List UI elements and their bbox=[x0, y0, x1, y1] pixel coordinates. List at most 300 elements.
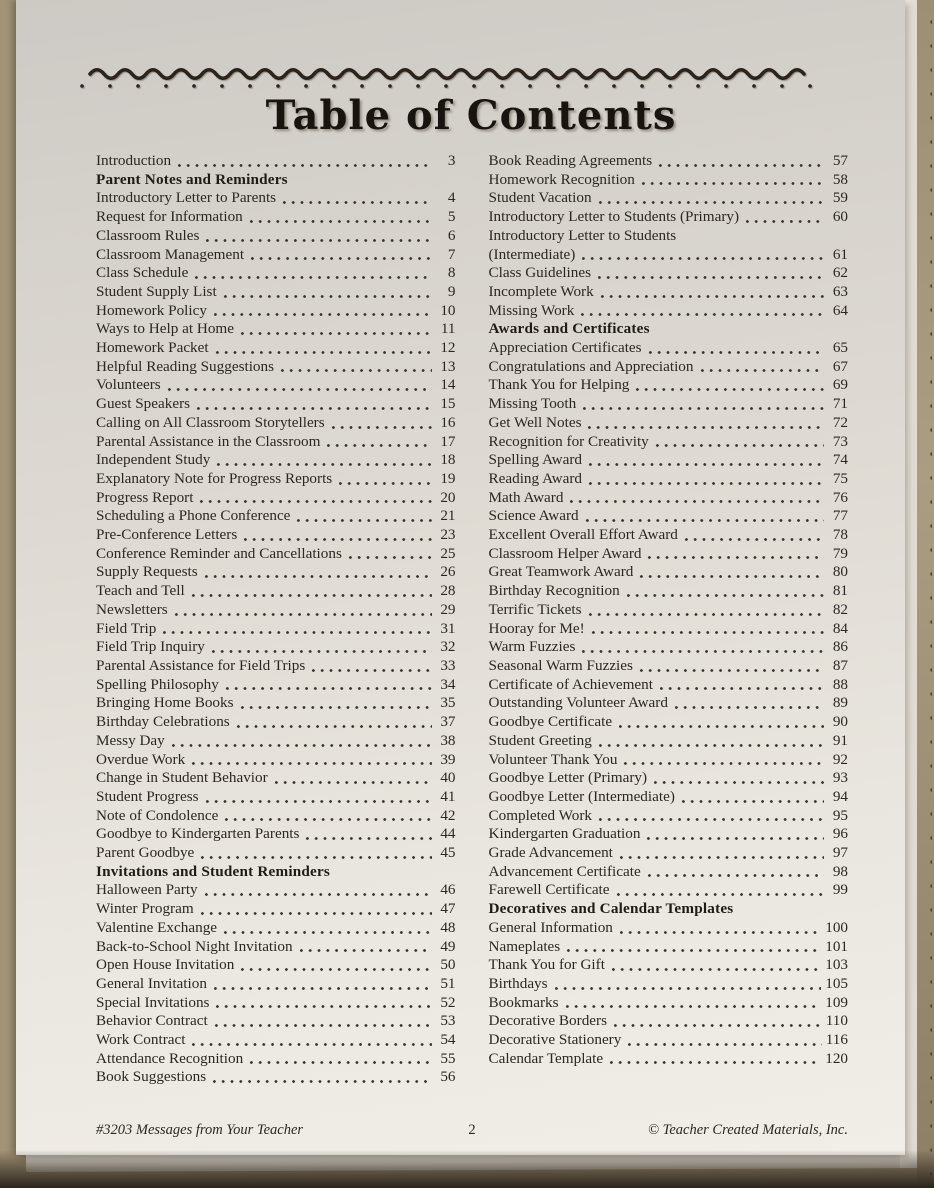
page-footer bbox=[96, 1122, 848, 1139]
toc-entry-page-number: 33 bbox=[440, 656, 456, 674]
dot-leader bbox=[678, 788, 824, 807]
toc-entry bbox=[489, 283, 849, 302]
toc-entry-label: Messy Day bbox=[96, 731, 165, 749]
toc-entry bbox=[489, 227, 849, 246]
toc-entry-page-number: 20 bbox=[440, 488, 456, 506]
dot-leader bbox=[328, 414, 432, 433]
toc-entry-page-number: 9 bbox=[447, 282, 456, 300]
toc-entry-page-number: 7 bbox=[447, 245, 456, 263]
toc-entry bbox=[489, 863, 849, 882]
dot-leader bbox=[578, 246, 824, 265]
toc-entry-label: Homework Policy bbox=[96, 301, 207, 319]
dot-leader bbox=[588, 620, 824, 639]
toc-entry bbox=[489, 189, 849, 208]
toc-entry-page-number: 92 bbox=[832, 750, 848, 768]
dot-leader bbox=[222, 676, 432, 695]
toc-entry-page-number: 94 bbox=[832, 787, 848, 805]
toc-entry bbox=[96, 545, 456, 564]
toc-entry-page-number: 31 bbox=[440, 619, 456, 637]
dot-leader bbox=[620, 751, 824, 770]
toc-entry-label: Math Award bbox=[488, 488, 564, 506]
toc-entry bbox=[489, 657, 849, 676]
toc-entry-page-number: 109 bbox=[825, 993, 848, 1011]
toc-entry-label: Explanatory Note for Progress Reports bbox=[96, 469, 333, 487]
toc-entry-label: Classroom Helper Award bbox=[488, 544, 642, 562]
dot-leader bbox=[246, 208, 432, 227]
toc-entry-label: Book Reading Agreements bbox=[488, 152, 653, 169]
toc-entry-page-number: 53 bbox=[440, 1012, 456, 1030]
toc-entry bbox=[489, 919, 849, 938]
toc-entry bbox=[96, 994, 456, 1013]
toc-entry-label: Thank You for Gift bbox=[488, 956, 605, 974]
toc-entry-label: Special Invitations bbox=[96, 993, 210, 1011]
dot-leader bbox=[632, 376, 824, 395]
footer-page-number: 2 bbox=[468, 1122, 476, 1138]
toc-entry-label: Request for Information bbox=[96, 208, 243, 226]
toc-entry-label: Recognition for Creativity bbox=[488, 432, 649, 450]
dot-leader bbox=[237, 956, 431, 975]
dot-leader bbox=[578, 638, 824, 657]
dot-leader bbox=[579, 395, 824, 414]
toc-entry-page-number: 37 bbox=[440, 713, 456, 731]
toc-entry-page-number: 91 bbox=[832, 731, 848, 749]
toc-entry bbox=[96, 264, 456, 283]
dot-leader bbox=[652, 433, 824, 452]
toc-entry-page-number: 73 bbox=[832, 432, 848, 450]
toc-entry bbox=[96, 470, 456, 489]
dot-leader bbox=[202, 788, 432, 807]
toc-entry-page-number: 63 bbox=[832, 282, 848, 300]
toc-entry bbox=[96, 451, 456, 470]
toc-entry bbox=[489, 638, 849, 657]
toc-entry-page-number: 110 bbox=[825, 1012, 848, 1030]
toc-entry bbox=[96, 246, 456, 265]
dot-leader bbox=[585, 451, 824, 470]
toc-entry bbox=[489, 208, 849, 227]
toc-entry bbox=[489, 152, 849, 171]
toc-entry bbox=[489, 751, 849, 770]
dot-leader bbox=[681, 526, 824, 545]
dot-leader bbox=[638, 171, 824, 190]
dot-leader bbox=[595, 732, 824, 751]
toc-entry bbox=[96, 900, 456, 919]
toc-entry bbox=[489, 788, 849, 807]
toc-entry-label: Nameplates bbox=[488, 937, 561, 955]
toc-entry-page-number: 60 bbox=[832, 208, 848, 226]
toc-entry-label: Field Trip bbox=[96, 619, 157, 637]
toc-entry-page-number: 57 bbox=[832, 152, 848, 169]
dot-leader bbox=[323, 433, 431, 452]
toc-entry bbox=[96, 788, 456, 807]
toc-entry bbox=[489, 807, 849, 826]
toc-entry bbox=[489, 582, 849, 601]
toc-entry-page-number: 86 bbox=[832, 638, 848, 656]
toc-entry-label: Calendar Template bbox=[488, 1049, 604, 1067]
toc-entry-page-number: 90 bbox=[832, 713, 848, 731]
toc-entry bbox=[96, 489, 456, 508]
toc-entry bbox=[96, 358, 456, 377]
toc-entry-label: Introductory Letter to Parents bbox=[96, 189, 277, 207]
toc-entry-page-number: 46 bbox=[440, 881, 456, 899]
dot-leader bbox=[585, 470, 824, 489]
dot-leader bbox=[279, 189, 431, 208]
dot-leader bbox=[210, 302, 432, 321]
toc-entry-page-number: 10 bbox=[440, 301, 456, 319]
toc-entry bbox=[96, 1050, 456, 1069]
toc-entry-label: Parental Assistance for Field Trips bbox=[96, 656, 306, 674]
toc-entry-label: Homework Packet bbox=[96, 339, 209, 357]
toc-entry-label: Great Teamwork Award bbox=[488, 563, 634, 581]
toc-entry-label: Scheduling a Phone Conference bbox=[96, 507, 291, 525]
toc-entry bbox=[96, 825, 456, 844]
toc-entry-label: Winter Program bbox=[96, 900, 194, 918]
toc-entry-page-number: 88 bbox=[832, 675, 848, 693]
toc-entry-label: Birthday Recognition bbox=[488, 582, 620, 600]
dot-leader bbox=[168, 732, 432, 751]
toc-entry bbox=[489, 938, 849, 957]
toc-entry-page-number: 12 bbox=[440, 339, 456, 357]
dot-leader bbox=[595, 807, 824, 826]
toc-entry-label: Excellent Overall Effort Award bbox=[488, 526, 678, 544]
toc-entry bbox=[489, 881, 849, 900]
dot-leader bbox=[636, 563, 824, 582]
toc-entry bbox=[489, 1031, 849, 1050]
toc-section-header-label: Awards and Certificates bbox=[488, 320, 650, 338]
toc-entry-page-number: 74 bbox=[832, 451, 848, 469]
toc-entry-label: Goodbye Certificate bbox=[488, 713, 613, 731]
dot-leader bbox=[613, 881, 824, 900]
toc-entry-label: Open House Invitation bbox=[96, 956, 235, 974]
toc-entry-label: Hooray for Me! bbox=[488, 619, 585, 637]
dot-leader bbox=[645, 339, 824, 358]
toc-entry bbox=[96, 638, 456, 657]
toc-entry-label: Get Well Notes bbox=[488, 413, 582, 431]
toc-entry-label: Behavior Contract bbox=[96, 1012, 208, 1030]
dot-leader bbox=[597, 283, 824, 302]
dot-leader bbox=[577, 302, 824, 321]
dot-leader bbox=[742, 208, 824, 227]
toc-entry-page-number: 64 bbox=[832, 301, 848, 319]
dot-leader bbox=[563, 938, 821, 957]
toc-entry-label: Decorative Borders bbox=[488, 1012, 607, 1030]
toc-entry bbox=[489, 956, 849, 975]
toc-entry-page-number: 87 bbox=[832, 656, 848, 674]
dot-leader bbox=[608, 956, 821, 975]
toc-entry-label: Newsletters bbox=[96, 600, 168, 618]
toc-entry-page-number: 105 bbox=[825, 974, 848, 992]
toc-entry bbox=[96, 283, 456, 302]
dot-leader bbox=[650, 769, 824, 788]
toc-entry-label: Reading Award bbox=[488, 469, 583, 487]
dot-leader bbox=[221, 807, 431, 826]
toc-entry-label: Parent Goodbye bbox=[96, 844, 195, 862]
toc-entry bbox=[96, 919, 456, 938]
toc-entry-label: Change in Student Behavior bbox=[96, 769, 268, 787]
toc-entry bbox=[96, 732, 456, 751]
dot-leader bbox=[209, 1068, 431, 1087]
toc-entry-page-number: 93 bbox=[832, 769, 848, 787]
toc-entry bbox=[489, 433, 849, 452]
dot-leader bbox=[196, 489, 431, 508]
dot-leader bbox=[335, 470, 431, 489]
toc-entry-page-number: 4 bbox=[447, 189, 456, 207]
dot-leader bbox=[345, 545, 432, 564]
toc-entry-label: Spelling Award bbox=[488, 451, 583, 469]
toc-entry bbox=[96, 376, 456, 395]
dot-leader bbox=[212, 339, 432, 358]
dot-leader bbox=[644, 545, 824, 564]
toc-section-header-label: Parent Notes and Reminders bbox=[96, 170, 288, 188]
toc-entry bbox=[489, 545, 849, 564]
toc-entry bbox=[96, 208, 456, 227]
toc-entry bbox=[489, 264, 849, 283]
toc-entry bbox=[96, 694, 456, 713]
dot-leader bbox=[171, 601, 432, 620]
toc-entry bbox=[489, 732, 849, 751]
dot-leader bbox=[208, 638, 432, 657]
toc-entry bbox=[96, 582, 456, 601]
page-title: Table of Contents bbox=[265, 92, 677, 139]
footer-copyright: © Teacher Created Materials, Inc. bbox=[647, 1122, 848, 1138]
toc-entry-label: Student Supply List bbox=[96, 282, 217, 300]
toc-entry bbox=[489, 507, 849, 526]
dot-leader bbox=[211, 1012, 432, 1031]
toc-entry-page-number: 72 bbox=[832, 413, 848, 431]
dot-leader bbox=[594, 264, 824, 283]
toc-entry-page-number: 49 bbox=[440, 937, 456, 955]
dot-leader bbox=[623, 582, 824, 601]
toc-entry-page-number: 26 bbox=[440, 563, 456, 581]
toc-entry-label: Completed Work bbox=[488, 806, 593, 824]
dot-leader bbox=[644, 863, 824, 882]
dot-leader bbox=[643, 825, 824, 844]
toc-entry-label: Introductory Letter to Students bbox=[488, 226, 677, 244]
toc-entry-label: Ways to Help at Home bbox=[96, 320, 234, 338]
toc-section-header bbox=[489, 320, 849, 339]
dot-leader bbox=[210, 975, 432, 994]
dot-leader bbox=[220, 283, 432, 302]
toc-entry-page-number: 79 bbox=[832, 544, 848, 562]
toc-entry-page-number: 18 bbox=[440, 451, 456, 469]
toc-entry-label: Parental Assistance in the Classroom bbox=[96, 432, 321, 450]
toc-entry-page-number: 29 bbox=[440, 600, 456, 618]
toc-entry-label: General Invitation bbox=[96, 974, 207, 992]
toc-entry-page-number: 48 bbox=[440, 918, 456, 936]
toc-entry bbox=[489, 376, 849, 395]
toc-entry-page-number: 8 bbox=[447, 264, 456, 282]
toc-entry-page-number: 76 bbox=[832, 488, 848, 506]
dot-leader bbox=[610, 1012, 822, 1031]
toc-entry-label: Valentine Exchange bbox=[96, 918, 218, 936]
toc-entry-page-number: 67 bbox=[832, 357, 848, 375]
toc-entry-page-number: 44 bbox=[440, 825, 456, 843]
toc-entry-label: Outstanding Volunteer Award bbox=[488, 694, 668, 712]
dot-leader bbox=[247, 246, 431, 265]
toc-entry bbox=[96, 657, 456, 676]
toc-entry-page-number: 17 bbox=[440, 432, 456, 450]
toc-entry-label: Classroom Management bbox=[96, 245, 245, 263]
toc-entry bbox=[96, 956, 456, 975]
toc-entry-label: Appreciation Certificates bbox=[488, 339, 642, 357]
toc-entry-label: General Information bbox=[488, 918, 613, 936]
dot-leader bbox=[237, 694, 432, 713]
dot-leader bbox=[213, 451, 431, 470]
toc-entry-page-number: 61 bbox=[832, 245, 848, 263]
toc-column-right bbox=[489, 152, 849, 1087]
toc-section-header bbox=[489, 900, 849, 919]
toc-entry-page-number: 5 bbox=[447, 208, 456, 226]
toc-entry-page-number: 59 bbox=[832, 189, 848, 207]
toc-entry bbox=[96, 507, 456, 526]
toc-entry bbox=[96, 751, 456, 770]
toc-entry-page-number: 19 bbox=[440, 469, 456, 487]
toc-entry-page-number: 103 bbox=[825, 956, 848, 974]
toc-entry-label: Bringing Home Books bbox=[96, 694, 234, 712]
toc-entry bbox=[96, 433, 456, 452]
toc-entry bbox=[489, 451, 849, 470]
toc-section-header bbox=[96, 863, 456, 882]
toc-entry-page-number: 13 bbox=[440, 357, 456, 375]
toc-entry-label: Science Award bbox=[488, 507, 579, 525]
toc-entry-label: Guest Speakers bbox=[96, 395, 191, 413]
toc-entry-page-number: 75 bbox=[832, 469, 848, 487]
toc-entry-label: Field Trip Inquiry bbox=[96, 638, 205, 656]
toc-entry-page-number: 80 bbox=[832, 563, 848, 581]
toc-entry-page-number: 11 bbox=[440, 320, 456, 338]
dot-leader bbox=[656, 676, 824, 695]
toc-entry-label: Birthday Celebrations bbox=[96, 713, 230, 731]
dot-leader bbox=[582, 507, 824, 526]
toc-entry-label: Homework Recognition bbox=[488, 170, 635, 188]
toc-section-header-label: Invitations and Student Reminders bbox=[96, 862, 331, 880]
toc-entry bbox=[489, 1012, 849, 1031]
toc-entry-label: Student Progress bbox=[96, 787, 199, 805]
dot-leader bbox=[188, 582, 432, 601]
toc-entry-label: Bookmarks bbox=[488, 993, 559, 1011]
toc-entry bbox=[489, 470, 849, 489]
toc-entry bbox=[489, 171, 849, 190]
dot-leader bbox=[212, 994, 431, 1013]
toc-entry-page-number: 25 bbox=[440, 544, 456, 562]
dot-leader bbox=[197, 900, 432, 919]
toc-entry-label: Goodbye Letter (Primary) bbox=[488, 769, 648, 787]
toc-entry-label: Grade Advancement bbox=[488, 844, 613, 862]
toc-entry-label: Kindergarten Graduation bbox=[488, 825, 641, 843]
toc-columns bbox=[96, 152, 848, 1087]
toc-entry-page-number: 120 bbox=[825, 1049, 848, 1067]
dot-leader bbox=[246, 1050, 431, 1069]
dot-leader bbox=[293, 507, 431, 526]
toc-entry-page-number: 89 bbox=[832, 694, 848, 712]
desk-surface-left-edge bbox=[0, 0, 17, 1188]
toc-entry bbox=[96, 881, 456, 900]
toc-entry-page-number: 28 bbox=[440, 582, 456, 600]
toc-entry-label: Classroom Rules bbox=[96, 226, 200, 244]
toc-entry-page-number: 116 bbox=[825, 1031, 848, 1049]
toc-entry bbox=[96, 339, 456, 358]
toc-entry bbox=[489, 844, 849, 863]
toc-entry-page-number: 77 bbox=[832, 507, 848, 525]
dot-leader bbox=[220, 919, 431, 938]
toc-entry-label: Book Suggestions bbox=[96, 1068, 207, 1086]
toc-entry bbox=[96, 1012, 456, 1031]
toc-entry bbox=[489, 358, 849, 377]
toc-entry-label: Student Vacation bbox=[488, 189, 592, 207]
toc-entry-label: Thank You for Helping bbox=[488, 376, 630, 394]
toc-entry bbox=[489, 994, 849, 1013]
toc-entry-page-number: 52 bbox=[440, 993, 456, 1011]
toc-entry-label: Advancement Certificate bbox=[488, 862, 641, 880]
toc-entry-label: (Intermediate) bbox=[488, 245, 576, 263]
toc-entry-page-number: 3 bbox=[447, 152, 456, 169]
toc-entry bbox=[96, 414, 456, 433]
toc-entry-label: Goodbye to Kindergarten Parents bbox=[96, 825, 300, 843]
toc-entry bbox=[96, 227, 456, 246]
toc-entry bbox=[489, 489, 849, 508]
toc-entry bbox=[489, 395, 849, 414]
dot-leader bbox=[193, 395, 431, 414]
dot-leader bbox=[233, 713, 432, 732]
toc-entry bbox=[96, 1031, 456, 1050]
dot-leader bbox=[240, 526, 431, 545]
toc-entry-page-number: 35 bbox=[440, 694, 456, 712]
footer-book-id: #3203 Messages from Your Teacher bbox=[96, 1122, 304, 1138]
toc-entry bbox=[96, 807, 456, 826]
toc-entry-label: Overdue Work bbox=[96, 750, 186, 768]
toc-entry bbox=[96, 320, 456, 339]
toc-entry bbox=[489, 769, 849, 788]
toc-entry bbox=[96, 938, 456, 957]
toc-entry-label: Volunteer Thank You bbox=[488, 750, 618, 768]
toc-entry-page-number: 62 bbox=[832, 264, 848, 282]
toc-entry-page-number: 71 bbox=[832, 395, 848, 413]
toc-entry-page-number: 99 bbox=[832, 881, 848, 899]
dot-leader bbox=[201, 881, 432, 900]
toc-entry bbox=[489, 825, 849, 844]
toc-entry-page-number: 81 bbox=[832, 582, 848, 600]
dot-leader bbox=[551, 975, 822, 994]
toc-entry-page-number: 6 bbox=[447, 226, 456, 244]
toc-entry-label: Teach and Tell bbox=[96, 582, 185, 600]
toc-entry-label: Missing Work bbox=[488, 301, 575, 319]
toc-entry bbox=[96, 189, 456, 208]
dot-leader bbox=[566, 489, 824, 508]
toc-entry-label: Calling on All Classroom Storytellers bbox=[96, 413, 325, 431]
toc-entry-page-number: 42 bbox=[440, 806, 456, 824]
toc-entry-page-number: 84 bbox=[832, 619, 848, 637]
dot-leader bbox=[237, 320, 432, 339]
toc-entry bbox=[489, 620, 849, 639]
toc-entry-label: Note of Condolence bbox=[96, 806, 219, 824]
toc-entry bbox=[96, 395, 456, 414]
toc-entry-page-number: 101 bbox=[825, 937, 848, 955]
dot-leader bbox=[671, 694, 824, 713]
toc-entry-page-number: 95 bbox=[832, 806, 848, 824]
toc-entry bbox=[96, 302, 456, 321]
dot-leader bbox=[296, 938, 432, 957]
toc-entry bbox=[96, 563, 456, 582]
dot-leader bbox=[302, 825, 431, 844]
toc-entry bbox=[489, 302, 849, 321]
dot-leader bbox=[277, 358, 431, 377]
toc-entry bbox=[489, 975, 849, 994]
toc-entry-page-number: 65 bbox=[832, 339, 848, 357]
toc-entry-label: Decorative Stationery bbox=[488, 1031, 622, 1049]
toc-entry bbox=[489, 526, 849, 545]
book-binding-strip bbox=[917, 0, 934, 1188]
toc-entry bbox=[489, 713, 849, 732]
toc-entry-label: Back-to-School Night Invitation bbox=[96, 937, 293, 955]
